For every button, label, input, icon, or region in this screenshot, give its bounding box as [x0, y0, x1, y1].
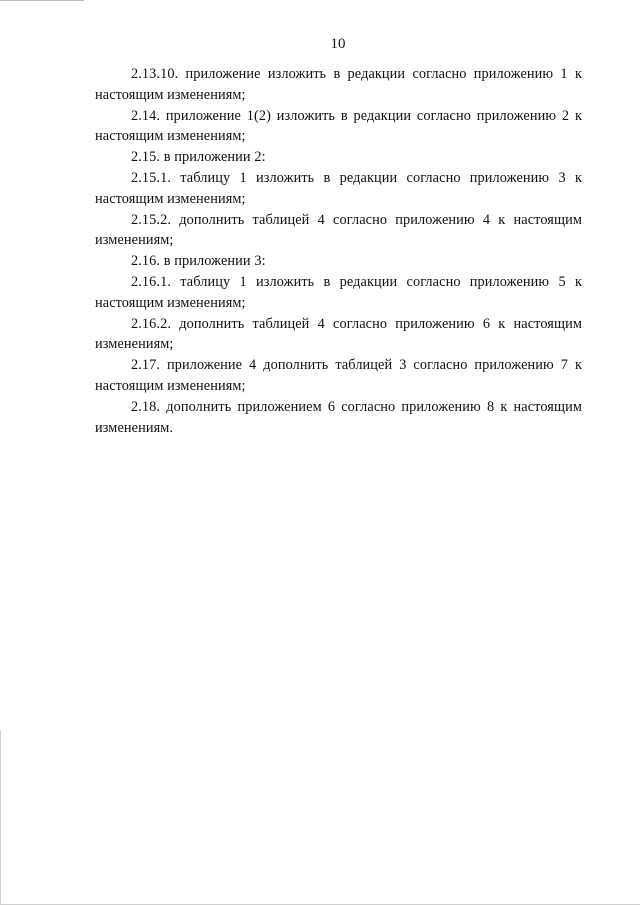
- paragraph-2-16-2: 2.16.2. дополнить таблицей 4 согласно приложению 6 к настоящим изменениям;: [95, 315, 582, 353]
- paragraph-2-15: 2.15. в приложении 2:: [131, 149, 266, 166]
- paragraph-2-18: 2.18. дополнить приложением 6 согласно приложению 8 к настоящим изменениям.: [95, 398, 582, 436]
- paragraph-2-17: 2.17. приложение 4 дополнить таблицей 3 согласно приложению 7 к настоящим изменениям;: [95, 357, 582, 394]
- paragraph-2-15-1: 2.15.1. таблицу 1 изложить в редакции согласно приложению 3 к настоящим изменениям;: [95, 169, 582, 207]
- paragraph-2-14: 2.14. приложение 1(2) изложить в редакции согласно приложению 2 к настоящим изменениям;: [95, 107, 582, 145]
- document-body: [95, 64, 582, 438]
- paragraph-2-16: 2.16. в приложении 3:: [131, 253, 266, 270]
- scan-edge-left: [0, 730, 1, 905]
- page-number: 10: [330, 36, 346, 52]
- paragraph-2-15-2: 2.15.2. дополнить таблицей 4 согласно приложению 4 к настоящим изменениям;: [95, 211, 582, 249]
- scan-edge-top: [0, 0, 84, 1]
- paragraph-2-16-1: 2.16.1. таблицу 1 изложить в редакции согласно приложению 5 к настоящим изменениям;: [95, 273, 582, 311]
- paragraph-2-13-10: 2.13.10. приложение изложить в редакции согласно приложению 1 к настоящим изменениям;: [95, 66, 582, 103]
